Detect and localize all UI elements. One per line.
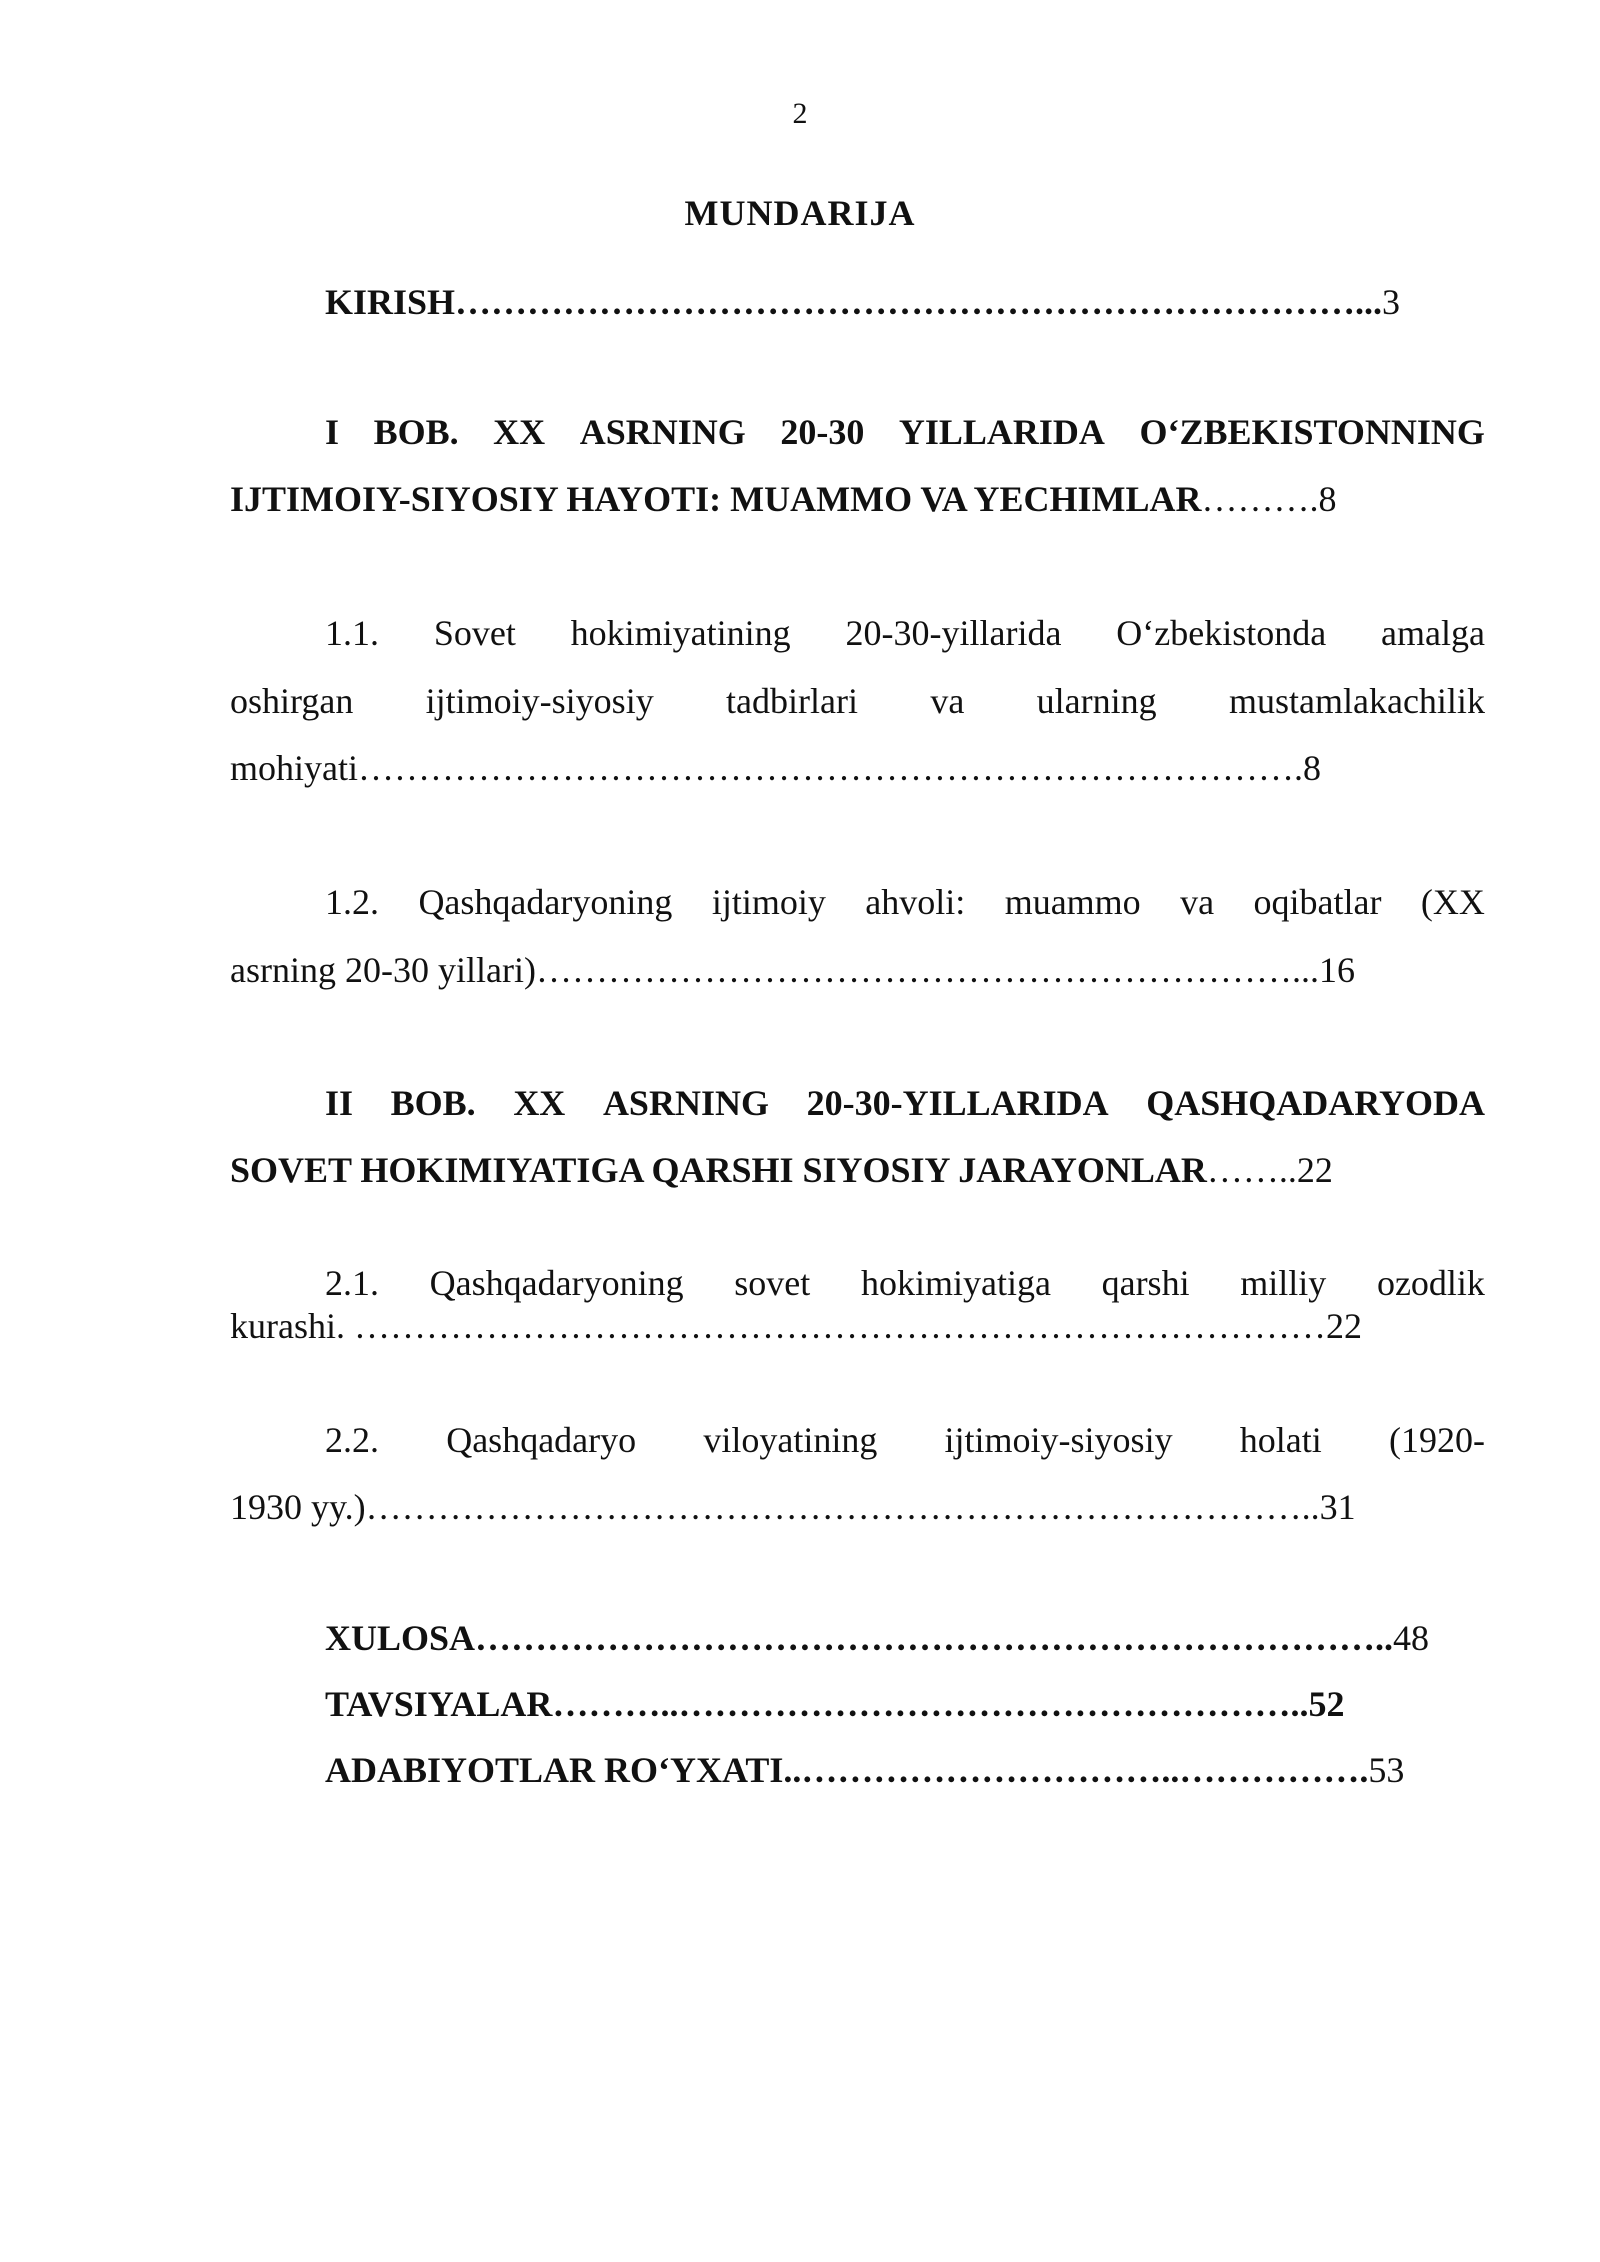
toc-section-2-1-line-1[interactable] [325, 1263, 1485, 1303]
toc-leader-dots: ………..…………………………………………….. [552, 1684, 1309, 1724]
toc-leader-dots: ………. [1201, 479, 1319, 519]
word: va [1180, 882, 1215, 922]
word: Qashqadaryo [446, 1420, 637, 1460]
word: BOB. [373, 412, 459, 452]
toc-leader-dots: ……………………………………………………………………. [358, 748, 1303, 788]
toc-entry-label: asrning 20-30 yillari) [230, 950, 536, 990]
toc-section-2-2-line-2[interactable] [230, 1487, 1485, 1527]
page-number: 2 [792, 97, 808, 130]
word: ularning [1036, 681, 1157, 721]
toc-entry-label: KIRISH [325, 282, 456, 322]
word: II [325, 1083, 354, 1123]
toc-leader-dots: ………………………………………………………………….. [475, 1618, 1394, 1658]
toc-entry-label: ADABIYOTLAR RO‘YXATI [325, 1750, 784, 1790]
word: ijtimoiy-siyosiy [944, 1420, 1173, 1460]
toc-page-number: 52 [1308, 1684, 1345, 1724]
toc-entry-label: SOVET HOKIMIYATIGA QARSHI SIYOSIY JARAYONLAR [230, 1150, 1207, 1190]
word: holati [1239, 1420, 1322, 1460]
word: XX [513, 1083, 566, 1123]
toc-page-number: 3 [1382, 282, 1401, 322]
word: Sovet [433, 613, 516, 653]
word: va [930, 681, 965, 721]
word: I [325, 412, 340, 452]
toc-entry-label: 1930 yy.) [230, 1487, 366, 1527]
word: YILLARIDA [898, 412, 1105, 452]
toc-section-1-1-line-3[interactable] [230, 748, 1485, 788]
toc-entry-xulosa[interactable] [325, 1618, 1485, 1658]
toc-section-2-2-line-1[interactable] [325, 1420, 1485, 1460]
toc-leader-dots: ……………………………………………………………………… [353, 1306, 1326, 1346]
word: ahvoli: [865, 882, 966, 922]
toc-section-1-2-line-1[interactable] [325, 882, 1485, 922]
word: 2.2. [325, 1420, 379, 1460]
word: ASRNING [579, 412, 746, 452]
word: 20-30-YILLARIDA [806, 1083, 1109, 1123]
word: BOB. [390, 1083, 476, 1123]
toc-page-number: 22 [1296, 1150, 1333, 1190]
word: hokimiyatining [570, 613, 791, 653]
word: Qashqadaryoning [418, 882, 673, 922]
toc-leader-dots: …………………………………………………………………... [455, 282, 1383, 322]
word: muammo [1004, 882, 1141, 922]
toc-entry-label: IJTIMOIY-SIYOSIY HAYOTI: MUAMMO VA YECHIMLAR [230, 479, 1202, 519]
toc-leader-dots: ………………………………………………………... [535, 950, 1319, 990]
toc-page-number: 22 [1325, 1306, 1362, 1346]
toc-entry-tavsiyalar[interactable] [325, 1684, 1485, 1724]
toc-entry-kirish[interactable] [325, 282, 1485, 322]
toc-section-1-1-line-1[interactable] [325, 613, 1485, 653]
word: viloyatining [703, 1420, 878, 1460]
word: ASRNING [602, 1083, 769, 1123]
toc-entry-adabiyotlar[interactable] [325, 1750, 1485, 1790]
toc-section-1-2-line-2[interactable] [230, 950, 1485, 990]
toc-entry-label: XULOSA [325, 1618, 476, 1658]
word: oqibatlar [1253, 882, 1382, 922]
toc-leader-dots: …………………………………………………………………….. [365, 1487, 1320, 1527]
toc-chapter-2-line-1[interactable] [325, 1083, 1485, 1123]
toc-page-number: 16 [1318, 950, 1355, 990]
word: oshirgan [230, 681, 354, 721]
toc-chapter-1-line-2[interactable] [230, 479, 1485, 519]
word: ijtimoiy [711, 882, 826, 922]
toc-leader-dots: …….. [1206, 1150, 1297, 1190]
word: mustamlakachilik [1229, 681, 1485, 721]
word: qarshi [1101, 1263, 1190, 1303]
word: QASHQADARYODA [1146, 1083, 1485, 1123]
word: ozodlik [1376, 1263, 1485, 1303]
word: 20-30-yillarida [845, 613, 1062, 653]
word: sovet [734, 1263, 811, 1303]
word: 2.1. [325, 1263, 379, 1303]
word: 20-30 [780, 412, 865, 452]
toc-page-number: 48 [1393, 1618, 1430, 1658]
toc-entry-label: TAVSIYALAR [325, 1684, 553, 1724]
toc-leader-dots: ..…………………………..……………. [783, 1750, 1369, 1790]
toc-section-2-1-line-2[interactable] [230, 1306, 1485, 1346]
toc-section-1-1-line-2[interactable] [230, 681, 1485, 721]
toc-entry-label: mohiyati [230, 748, 358, 788]
word: (XX [1420, 882, 1485, 922]
toc-page-number: 53 [1368, 1750, 1405, 1790]
toc-page-number: 31 [1319, 1487, 1356, 1527]
word: amalga [1381, 613, 1485, 653]
word: O‘zbekistonda [1116, 613, 1327, 653]
word: ijtimoiy-siyosiy [425, 681, 654, 721]
word: 1.1. [325, 613, 379, 653]
toc-chapter-1-line-1[interactable] [325, 412, 1485, 452]
word: O‘ZBEKISTONNING [1139, 412, 1485, 452]
word: (1920- [1388, 1420, 1485, 1460]
word: hokimiyatiga [860, 1263, 1051, 1303]
word: XX [493, 412, 546, 452]
toc-page-number: 8 [1318, 479, 1337, 519]
word: 1.2. [325, 882, 379, 922]
toc-chapter-2-line-2[interactable] [230, 1150, 1485, 1190]
word: Qashqadaryoning [429, 1263, 684, 1303]
toc-entry-label: kurashi. [230, 1306, 345, 1346]
word: tadbirlari [726, 681, 858, 721]
toc-page-number: 8 [1303, 748, 1321, 788]
word: milliy [1240, 1263, 1327, 1303]
toc-title: MUNDARIJA [684, 193, 916, 233]
